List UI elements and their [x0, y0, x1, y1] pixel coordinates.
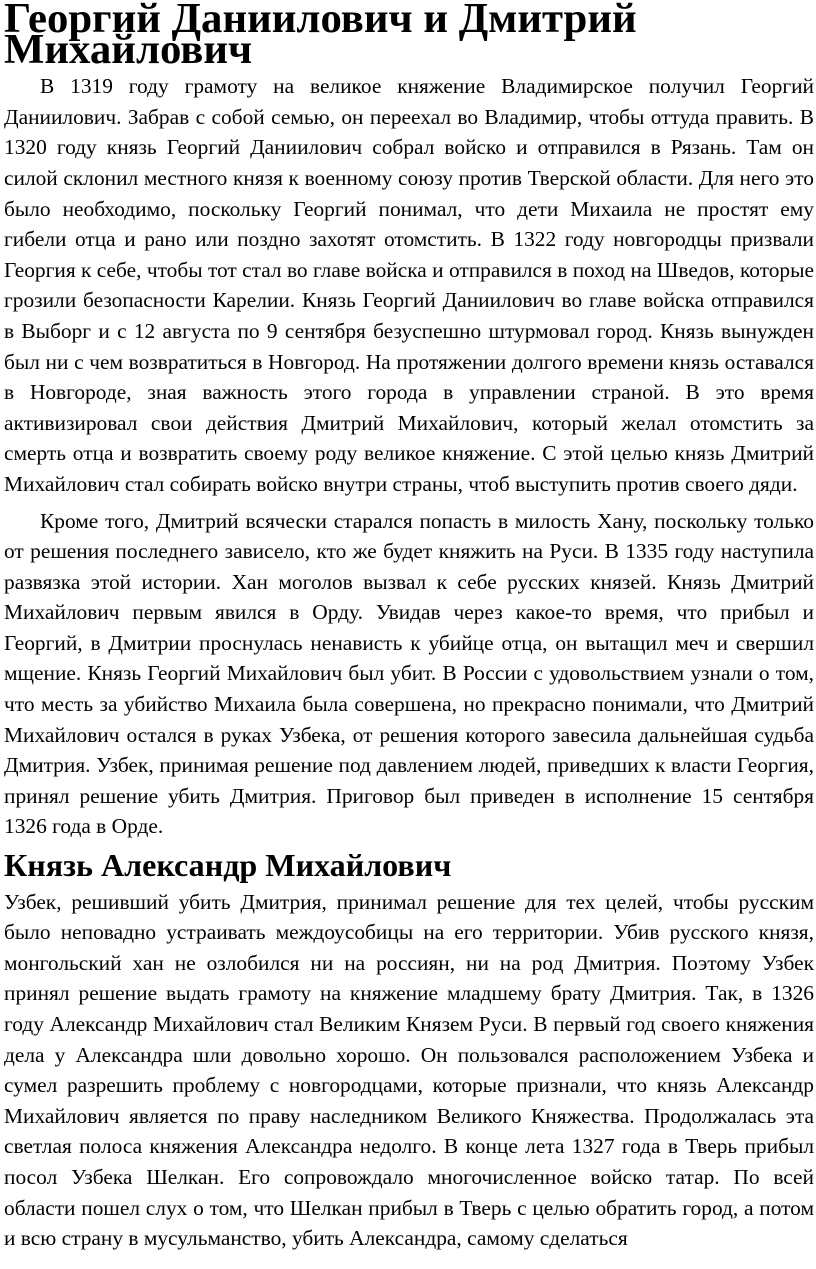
- paragraph: Кроме того, Дмитрий всячески старался попасть в милость Хану, поскольку только от решения последнего зависело, кто же будет княжить на Руси. В 1335 году наступила развязка этой истории. Хан моголов вызвал к себе русских князей. Князь Дмитрий Михайлович первым явился в Орду. Увидав через какое-то время, что прибыл и Георгий, в Дмитрии проснулась ненависть к убийце отца, он вытащил меч и свершил мщение. Князь Георгий Михайлович был убит. В России с удовольствием узнали о том, что месть за убийство Михаила была совершена, но прекрасно понимали, что Дмитрий Михайлович остался в руках Узбека, от решения которого завесила дальнейшая судьба Дмитрия. Узбек, принимая решение под давлением людей, приведших к власти Георгия, принял решение убить Дмитрия. Приговор был приведен в исполнение 15 сентября 1326 года в Орде.: [4, 508, 814, 839]
- paragraph: В 1319 году грамоту на великое княжение Владимирское получил Георгий Даниилович. Забрав с собой семью, он переехал во Владимир, чтобы оттуда править. В 1320 году князь Георгий Даниилович собрал войско и отправился в Рязань. Там он силой склонил местного князя к военному союзу против Тверской области. Для него это было необходимо, поскольку Георгий понимал, что дети Михаила не простят ему гибели отца и рано или поздно захотят отомстить. В 1322 году новгородцы призвали Георгия к себе, чтобы тот стал во главе войска и отправился в поход на Шведов, которые грозили безопасности Карелии. Князь Георгий Даниилович во главе войска отправился в Выборг и с 12 августа по 9 сентября безуспешно штурмовал город. Князь вынужден был ни с чем возвратиться в Новгород. На протяжении долгого времени князь оставался в Новгороде, зная важность этого города в управлении страной. В это время активизировал свои действия Дмитрий Михайлович, который желал отомстить за смерть отца и возвратить своему роду великое княжение. С этой целью князь Дмитрий Михайлович стал собирать войско внутри страны, чтоб выступить против своего дяди.: [4, 74, 814, 496]
- paragraph: Узбек, решивший убить Дмитрия, принимал решение для тех целей, чтобы русским было неповадно устраивать междоусобицы на его территории. Убив русского князя, монгольский хан не озлобился ни на россиян, ни на род Дмитрия. Поэтому Узбек принял решение выдать грамоту на княжение младшему брату Дмитрия. Так, в 1326 году Александр Михайлович стал Великим Князем Руси. В первый год своего княжения дела у Александра шли довольно хорошо. Он пользовался расположением Узбека и сумел разрешить проблему с новгородцами, которые признали, что князь Александр Михайлович является по праву наследником Великого Княжества. Продолжалась эта светлая полоса княжения Александра недолго. В конце лета 1327 года в Тверь прибыл посол Узбека Шелкан. Его сопровождало многочисленное войско татар. По всей области пошел слух о том, что Шелкан прибыл в Тверь с целью обратить город, а потом и всю страну в мусульманство, убить Александра, самому сделаться: [4, 889, 814, 1251]
- section-heading-georgy-dmitry: Георгий Даниилович и Дмитрий Михайлович: [4, 0, 637, 73]
- section-heading-alexander: Князь Александр Михайлович: [4, 847, 452, 884]
- document-page: [4, 0, 814, 1254]
